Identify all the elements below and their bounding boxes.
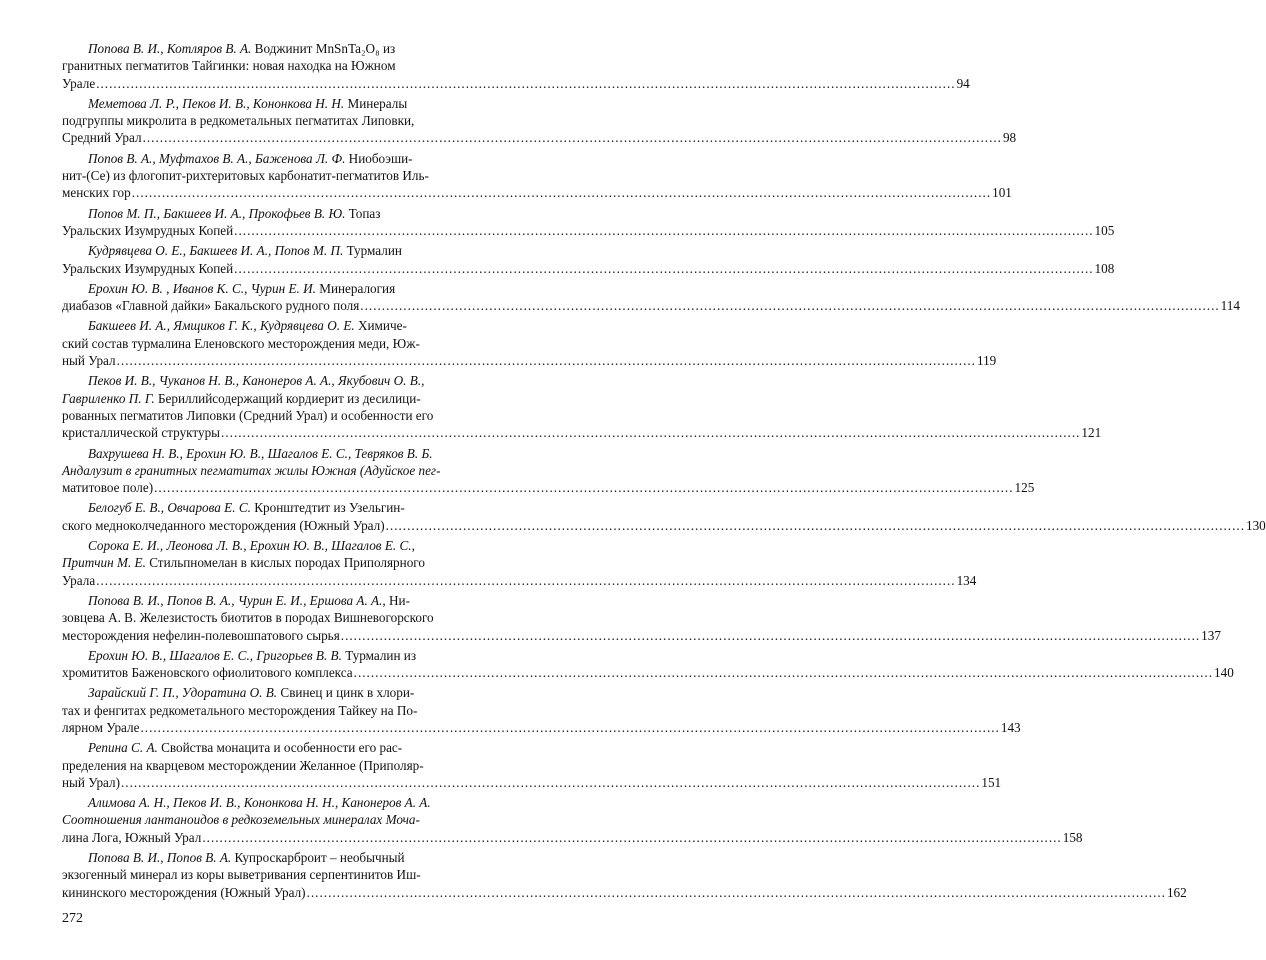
- toc-entry-line: нит-(Се) из флогопит-рихтеритовых карбонатит-пегматитов Иль-: [62, 168, 429, 184]
- dot-leader: ........................................................................................................................................................................................................: [306, 884, 1166, 900]
- toc-page-ref: 158: [1062, 829, 1083, 845]
- dot-leader: ........................................................................................................................................................................................................: [340, 627, 1201, 643]
- toc-entry-last-line: [62, 424, 1102, 441]
- toc-entry-last-line: [62, 129, 1017, 146]
- toc-entry: [62, 95, 1017, 147]
- toc-entry: [62, 40, 970, 92]
- toc-entry-last-line: [62, 75, 970, 92]
- toc-entry-last-line: [62, 260, 1115, 277]
- toc-entry-last-line: [62, 297, 1240, 314]
- toc-entry-authors: Алимова А. Н., Пеков И. В., Кононкова Н. Н., Канонеров А. А.: [88, 795, 431, 811]
- toc-entry-title-end: месторождения нефелин-полевошпатового сырья: [62, 627, 340, 643]
- toc-entry-authors: Попова В. И., Попов В. А., Чурин Е. И., Ершова А. А.,: [88, 592, 386, 608]
- toc-entry-last-line: [62, 884, 1187, 901]
- toc-entry-line: Бакшеев И. А., Ямщиков Г. К., Кудрявцева О. Е. Химиче-: [88, 318, 407, 334]
- toc-entry: [62, 684, 1021, 736]
- toc-entry-authors: Репина С. А.: [88, 740, 158, 756]
- dot-leader: ........................................................................................................................................................................................................: [385, 517, 1245, 533]
- toc-entry-line: Попова В. И., Котляров В. А. Воджинит MnSnTa₂O₈ из: [88, 41, 396, 56]
- toc-entry-line: ский состав турмалина Еленовского месторождения меди, Юж-: [62, 335, 420, 351]
- toc-entry-last-line: [62, 352, 997, 369]
- toc-entry-authors: Гавриленко П. Г.: [62, 390, 155, 406]
- toc-page-ref: 162: [1166, 884, 1187, 900]
- toc-entry-title-end: ского медноколчеданного месторождения (Южный Урал): [62, 517, 385, 533]
- dot-leader: ........................................................................................................................................................................................................: [120, 774, 981, 790]
- toc-entry-last-line: [62, 572, 977, 589]
- toc-entry-authors: Пеков И. В., Чуканов Н. В., Канонеров А. А., Якубович О. В.,: [88, 373, 425, 389]
- toc-entry-last-line: [62, 222, 1115, 239]
- toc-entry-line: Репина С. А. Свойства монацита и особенности его рас-: [88, 740, 403, 756]
- toc-entry-authors: Попов В. А., Муфтахов В. А., Баженова Л. Ф.: [88, 150, 346, 166]
- toc-entry-line: Меметова Л. Р., Пеков И. В., Кононкова Н. Н. Минералы: [88, 95, 408, 111]
- toc-page-ref: 101: [992, 185, 1012, 201]
- toc-entry-authors: Андалузит в гранитных пегматитах жилы Южная (Адуйское пег-: [62, 462, 441, 478]
- toc-entry: [62, 739, 1002, 791]
- toc-page-ref: 143: [1000, 719, 1021, 735]
- dot-leader: ........................................................................................................................................................................................................: [131, 185, 992, 201]
- toc-page-ref: 108: [1094, 260, 1115, 276]
- toc-entry: [62, 592, 1221, 644]
- toc-entry: [62, 372, 1102, 441]
- toc-entry-title-end: Уральских Изумрудных Копей: [62, 222, 234, 238]
- toc-entry-line: Зарайский Г. П., Удоратина О. В. Свинец и цинк в хлори-: [88, 685, 415, 701]
- toc-entry-title-end: матитовое поле): [62, 480, 154, 496]
- toc-entry-last-line: [62, 479, 1035, 496]
- toc-entry-authors: Притчин М. Е.: [62, 555, 146, 571]
- toc-page-ref: 134: [956, 572, 977, 588]
- toc-entry-authors: Ерохин Ю. В., Шагалов Е. С., Григорьев В. В.: [88, 647, 342, 663]
- toc-entry-line: [62, 462, 474, 479]
- toc-page-ref: 140: [1214, 665, 1234, 681]
- toc-entry-line: тах и фенгитах редкометального месторождения Тайкеу на По-: [62, 702, 418, 718]
- toc-entry-authors: Белогуб Е. В., Овчарова Е. С.: [88, 500, 251, 516]
- toc-entry-line: [62, 537, 474, 554]
- toc-entry-line: пределения на кварцевом месторождении Желанное (Приполяр-: [62, 757, 424, 773]
- toc-entry-authors: Сорока Е. И., Леонова Л. В., Ерохин Ю. В., Шагалов Е. С.,: [88, 538, 415, 554]
- toc-page-ref: 121: [1081, 425, 1102, 441]
- table-of-contents: [62, 40, 1266, 904]
- toc-entry: [62, 794, 1083, 846]
- toc-entry-line: [62, 794, 474, 811]
- toc-entry-line: Ерохин Ю. В., Шагалов Е. С., Григорьев В. В. Турмалин из: [88, 647, 417, 663]
- toc-entry-title-end: кининского месторождения (Южный Урал): [62, 884, 306, 900]
- dot-leader: ........................................................................................................................................................................................................: [116, 353, 976, 369]
- toc-entry-line: Белогуб Е. В., Овчарова Е. С. Кронштедтит из Узельгин-: [88, 500, 405, 516]
- toc-entry-authors: Кудрявцева О. Е., Бакшеев И. А., Попов М. П.: [88, 243, 344, 259]
- toc-entry-last-line: [62, 664, 1234, 681]
- toc-entry-line: [62, 445, 474, 462]
- toc-entry-title-end: лина Лога, Южный Урал: [62, 829, 202, 845]
- toc-entry-line: Ерохин Ю. В. , Иванов К. С., Чурин Е. И. Минералогия: [88, 280, 396, 296]
- toc-entry-line: Кудрявцева О. Е., Бакшеев И. А., Попов М. П. Турмалин: [88, 243, 402, 259]
- toc-entry-title-end: Уральских Изумрудных Копей: [62, 260, 234, 276]
- toc-entry: [62, 499, 1266, 534]
- toc-entry: [62, 150, 1012, 202]
- toc-entry-line: Попова В. И., Попов В. А. Купроскарброит – необычный: [88, 850, 405, 866]
- toc-entry-line: [62, 811, 474, 828]
- toc-entry-authors: Ерохин Ю. В. , Иванов К. С., Чурин Е. И.: [88, 280, 316, 296]
- dot-leader: ........................................................................................................................................................................................................: [353, 665, 1214, 681]
- toc-entry-authors: Зарайский Г. П., Удоратина О. В.: [88, 685, 278, 701]
- toc-page-ref: 151: [981, 774, 1002, 790]
- toc-entry: [62, 280, 1240, 315]
- toc-entry-last-line: [62, 719, 1021, 736]
- toc-page-ref: 98: [1002, 130, 1017, 146]
- toc-entry-line: экзогенный минерал из коры выветривания серпентинитов Иш-: [62, 867, 421, 883]
- toc-entry-title-end: ный Урал): [62, 774, 120, 790]
- toc-entry-title-end: хромититов Баженовского офиолитового комплекса: [62, 665, 353, 681]
- toc-entry-title-end: менских гор: [62, 185, 131, 201]
- toc-entry-line: Попова В. И., Попов В. А., Чурин Е. И., Ершова А. А., Ни-: [88, 592, 410, 608]
- dot-leader: ........................................................................................................................................................................................................: [234, 222, 1094, 238]
- toc-entry-authors: Вахрушева Н. В., Ерохин Ю. В., Шагалов Е. С., Тевряков В. Б.: [88, 445, 433, 461]
- toc-entry-title-end: ный Урал: [62, 353, 116, 369]
- toc-entry: [62, 317, 997, 369]
- toc-entry-authors: Попова В. И., Котляров В. А.: [88, 41, 252, 56]
- toc-entry-authors: Попова В. И., Попов В. А.: [88, 850, 232, 866]
- toc-entry-line: Попов М. П., Бакшеев И. А., Прокофьев В. Ю. Топаз: [88, 205, 381, 221]
- toc-entry-line: гранитных пегматитов Тайгинки: новая находка на Южном: [62, 58, 396, 74]
- toc-entry-last-line: [62, 829, 1083, 846]
- toc-entry-authors: Попов М. П., Бакшеев И. А., Прокофьев В. Ю.: [88, 205, 346, 221]
- toc-entry-title-end: Урала: [62, 572, 96, 588]
- toc-entry-authors: Соотношения лантаноидов в редкоземельных минералах Моча-: [62, 812, 420, 828]
- toc-entry: [62, 242, 1115, 277]
- toc-page-ref: 105: [1094, 222, 1115, 238]
- dot-leader: ........................................................................................................................................................................................................: [142, 130, 1002, 146]
- page-number: 272: [62, 911, 83, 926]
- dot-leader: ........................................................................................................................................................................................................: [154, 480, 1014, 496]
- toc-entry-title-end: кристаллической структуры: [62, 425, 221, 441]
- toc-entry: [62, 647, 1234, 682]
- toc-entry: [62, 445, 1035, 497]
- toc-entry-line: рованных пегматитов Липовки (Средний Урал) и особенности его: [62, 407, 434, 423]
- toc-entry-title-end: лярном Урале: [62, 719, 140, 735]
- toc-entry-line: зовцева А. В. Железистость биотитов в породах Вишневогорского: [62, 610, 434, 626]
- toc-page-ref: 125: [1014, 480, 1035, 496]
- dot-leader: ........................................................................................................................................................................................................: [221, 425, 1081, 441]
- toc-entry-authors: Бакшеев И. А., Ямщиков Г. К., Кудрявцева О. Е.: [88, 318, 355, 334]
- dot-leader: ........................................................................................................................................................................................................: [202, 829, 1062, 845]
- toc-page-ref: 130: [1245, 517, 1266, 533]
- toc-entry-line: подгруппы микролита в редкометальных пегматитах Липовки,: [62, 113, 415, 129]
- toc-entry: [62, 205, 1115, 240]
- toc-entry-last-line: [62, 774, 1002, 791]
- toc-entry-last-line: [62, 627, 1221, 644]
- dot-leader: ........................................................................................................................................................................................................: [360, 298, 1220, 314]
- toc-entry-title-end: диабазов «Главной дайки» Бакальского рудного поля: [62, 298, 360, 314]
- toc-entry-last-line: [62, 184, 1012, 201]
- dot-leader: ........................................................................................................................................................................................................: [96, 75, 956, 91]
- toc-entry-line: Гавриленко П. Г. Бериллийсодержащий кордиерит из десилици-: [62, 390, 421, 406]
- toc-entry: [62, 537, 977, 589]
- toc-entry-line: Притчин М. Е. Стильпномелан в кислых породах Приполярного: [62, 555, 425, 571]
- toc-entry-authors: Меметова Л. Р., Пеков И. В., Кононкова Н. Н.: [88, 95, 345, 111]
- toc-entry-last-line: [62, 517, 1266, 534]
- dot-leader: ........................................................................................................................................................................................................: [96, 572, 956, 588]
- toc-entry: [62, 849, 1187, 901]
- toc-entry-title-end: Урале: [62, 75, 96, 91]
- toc-entry-line: [62, 372, 474, 389]
- toc-entry-title-end: Средний Урал: [62, 130, 142, 146]
- dot-leader: ........................................................................................................................................................................................................: [234, 260, 1094, 276]
- toc-page-ref: 114: [1220, 298, 1240, 314]
- toc-entry-line: Попов В. А., Муфтахов В. А., Баженова Л. Ф. Ниобоэши-: [88, 150, 413, 166]
- toc-page-ref: 119: [976, 353, 997, 369]
- toc-page-ref: 137: [1201, 627, 1221, 643]
- dot-leader: ........................................................................................................................................................................................................: [140, 719, 1000, 735]
- toc-page-ref: 94: [956, 75, 970, 91]
